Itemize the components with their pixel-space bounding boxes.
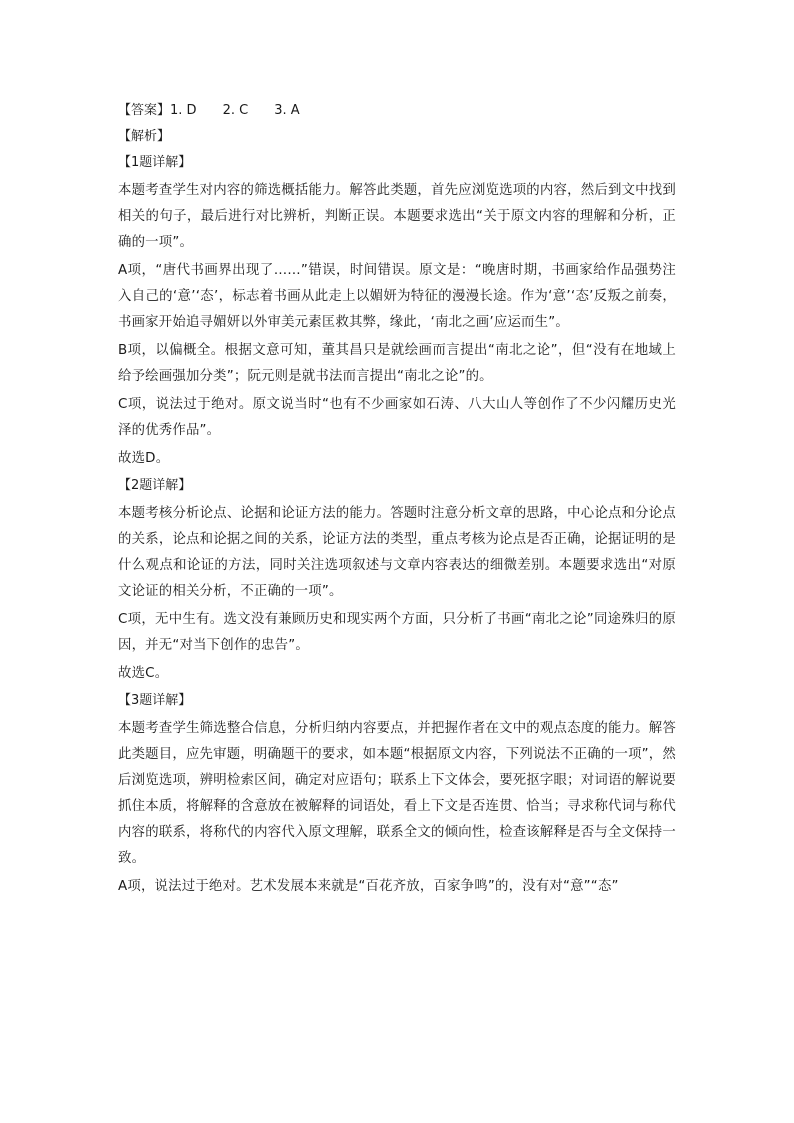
q2-conclusion: 故选C。 [118,666,169,681]
q1-paragraph-option-a: A项，“唐代书画界出现了……”错误，时间错误。原文是：“晚唐时期，书画家给作品强势注入自己的‘意’‘态’，标志着书画从此走上以媚妍为特征的漫漫长途。作为‘意’‘态’反叛之前奏，书画家开始追寻媚妍以外审美元素匡救其弊，缘此，‘南北之画’应运而生”。 [118,263,676,330]
q1-conclusion: 故选D。 [118,451,170,466]
q3-paragraph-intro: 本题考查学生筛选整合信息，分析归纳内容要点，并把握作者在文中的观点态度的能力。解答此类题目，应先审题，明确题干的要求，如本题“根据原文内容，下列说法不正确的一项”，然后浏览选项，辨明检索区间，确定对应语句；联系上下文体会，要死抠字眼；对词语的解说要抓住本质，将解释的含意放在被解释的词语处，看上下文是否连贯、恰当；寻求称代词与称代内容的联系，将称代的内容代入原文理解，联系全文的倾向性，检查该解释是否与全文保持一致。 [118,721,676,866]
q3-paragraph-option-a: A项，说法过于绝对。艺术发展本来就是“百花齐放，百家争鸣”的，没有对“意”“态” [118,879,619,894]
q2-heading: 【2题详解】 [118,478,192,493]
q1-paragraph-option-c: C项，说法过于绝对。原文说当时“也有不少画家如石涛、八大山人等创作了不少闪耀历史光泽的优秀作品”。 [118,397,676,438]
q1-paragraph-option-b: B项，以偏概全。根据文意可知，董其昌只是就绘画而言提出“南北之论”，但“没有在地域上给予绘画强加分类”；阮元则是就书法而言提出“南北之论”的。 [118,343,676,384]
q3-heading: 【3题详解】 [118,693,192,708]
q3-section [118,690,676,900]
q2-paragraph-intro: 本题考核分析论点、论据和论证方法的能力。答题时注意分析文章的思路，中心论点和分论点的关系，论点和论据之间的关系，论证方法的类型，重点考核为论点是否正确，论据证明的是什么观点和论证的方法，同时关注选项叙述与文章内容表达的细微差别。本题要求选出“对原文论证的相关分析，不正确的一项”。 [118,506,676,599]
q1-section [118,152,676,472]
analysis-heading: 【解析】 [118,129,171,144]
answer-item-2: 2. C [222,103,249,118]
answer-label: 【答案】 [118,103,171,118]
q1-paragraph-intro: 本题考查学生对内容的筛选概括能力。解答此类题，首先应浏览选项的内容，然后到文中找到相关的句子，最后进行对比辨析，判断正误。本题要求选出“关于原文内容的理解和分析，正确的一项”。 [118,183,676,250]
answer-item-3: 3. A [274,103,300,118]
answer-line [118,100,676,122]
answer-item-1: 1. D [170,103,197,118]
q1-heading: 【1题详解】 [118,155,192,170]
q2-paragraph-option-c: C项，无中生有。选文没有兼顾历史和现实两个方面，只分析了书画“南北之论”同途殊归的原因，并无“对当下创作的忠告”。 [118,612,676,653]
q2-section [118,475,676,687]
